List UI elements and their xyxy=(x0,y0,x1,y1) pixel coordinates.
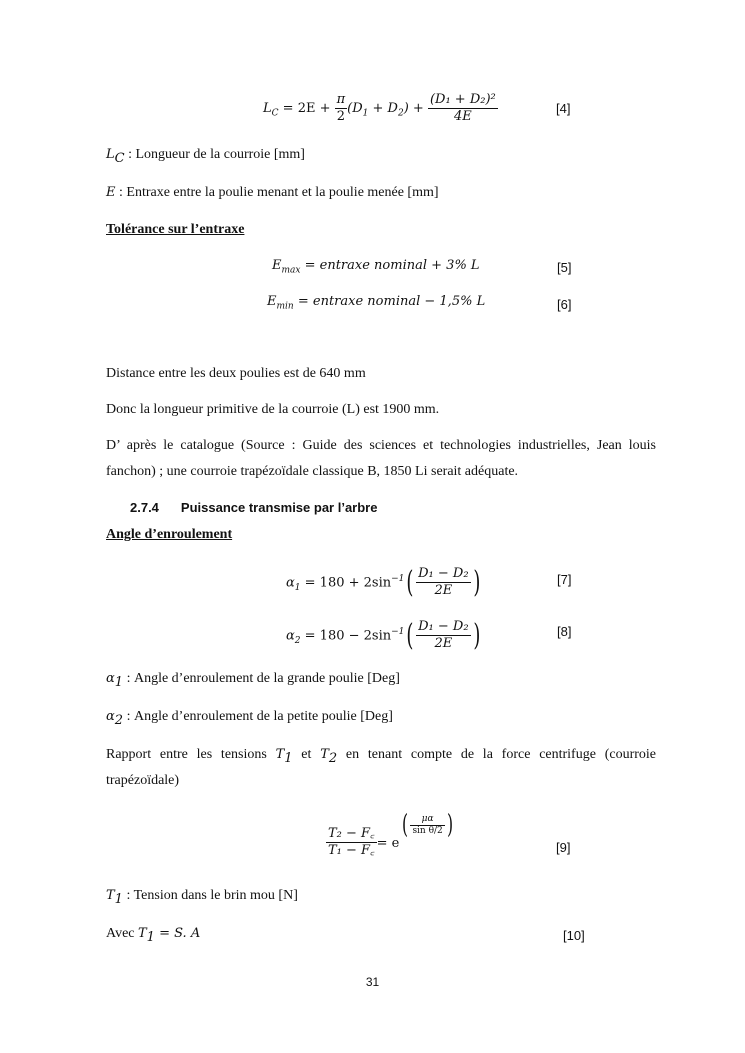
eq4-pi: π xyxy=(336,92,346,107)
alpha1-symbol: α xyxy=(106,671,115,686)
eq4-denominator: 4E xyxy=(453,109,472,124)
eq9-fraction xyxy=(326,826,377,859)
eq5-sub: max xyxy=(281,265,301,276)
alpha2-text: : Angle d’enroulement de la petite poulie [Deg] xyxy=(123,709,393,724)
rapport-t2: T xyxy=(320,747,329,762)
eq4-close: ) + xyxy=(403,101,428,116)
paragraph-distance: Distance entre les deux poulies est de 640 mm xyxy=(106,366,366,381)
alpha1-sub: 1 xyxy=(114,674,124,690)
equation-8-number: [8] xyxy=(557,624,572,639)
t1-text: : Tension dans le brin mou [N] xyxy=(122,888,298,903)
eq8-sup: −1 xyxy=(391,627,405,637)
equation-10-number: [10] xyxy=(563,928,585,943)
section-number: 2.7.4 xyxy=(130,500,159,515)
t1-symbol: T xyxy=(106,888,115,903)
rapport-text-c: en tenant compte de la force centrifuge (courroie xyxy=(337,747,657,762)
paragraph-rapport-line1 xyxy=(106,747,656,766)
heading-angle: Angle d’enroulement xyxy=(106,527,233,542)
lc-text: : Longueur de la courroie [mm] xyxy=(124,147,305,162)
eq7-rhs: = 180 + 2sin xyxy=(300,575,392,591)
paragraph-rapport-line2: trapézoïdale) xyxy=(106,773,180,788)
definition-alpha2 xyxy=(106,709,393,728)
eq7-left-paren: ( xyxy=(406,564,414,600)
alpha2-symbol: α xyxy=(106,709,115,724)
e-symbol: E xyxy=(106,185,116,200)
eq10-sub: 1 xyxy=(146,929,155,945)
eq9-denominator: T₁ − F꜀ xyxy=(328,843,375,858)
eq4-plus: + D xyxy=(368,101,398,116)
equation-9 xyxy=(326,812,455,868)
eq8-lhs: α xyxy=(286,628,295,644)
eq10-rhs: = S. A xyxy=(154,926,201,941)
eq4-pi-fraction xyxy=(335,92,348,125)
t1-sub: 1 xyxy=(114,891,123,907)
equation-5-number: [5] xyxy=(557,260,572,275)
eq9-numerator: T₂ − F꜀ xyxy=(328,826,375,841)
equation-10 xyxy=(106,926,200,945)
equation-6-number: [6] xyxy=(557,297,572,312)
definition-lc xyxy=(106,147,305,166)
eq4-d1-sub: 1 xyxy=(362,108,369,119)
equation-7 xyxy=(286,560,482,598)
equation-8 xyxy=(286,613,482,651)
eq8-right-paren: ) xyxy=(472,617,480,653)
eq5-lhs: E xyxy=(272,258,282,273)
eq4-lhs: L xyxy=(263,101,272,116)
eq7-right-paren: ) xyxy=(472,564,480,600)
eq9-exp-fraction xyxy=(410,814,444,837)
paragraph-longueur: Donc la longueur primitive de la courroie (L) est 1900 mm. xyxy=(106,402,440,417)
equation-5 xyxy=(272,258,480,276)
paragraph-catalogue-line2: fanchon) ; une courroie trapézoïdale classique B, 1850 Li serait adéquate. xyxy=(106,464,519,479)
definition-alpha1 xyxy=(106,671,400,690)
page-number: 31 xyxy=(365,975,380,989)
eq7-numerator: D₁ − D₂ xyxy=(418,566,469,582)
equation-9-number: [9] xyxy=(556,840,571,855)
eq4-lhs-sub: C xyxy=(271,108,279,119)
rapport-text-a: Rapport entre les tensions xyxy=(106,747,276,762)
eq8-left-paren: ( xyxy=(406,617,414,653)
eq8-denominator: 2E xyxy=(434,636,453,652)
alpha1-text: : Angle d’enroulement de la grande poulie [Deg] xyxy=(123,671,400,686)
eq4-d2-sub: 2 xyxy=(397,108,404,119)
eq8-sub: 2 xyxy=(294,635,301,646)
eq6-rhs: = entraxe nominal − 1,5% L xyxy=(293,294,486,309)
eq8-numerator: D₁ − D₂ xyxy=(418,619,469,635)
lc-symbol-sub: C xyxy=(114,150,125,166)
eq7-sup: −1 xyxy=(391,574,405,584)
eq4-numerator: (D₁ + D₂)² xyxy=(429,92,496,107)
heading-tolerance: Tolérance sur l’entraxe xyxy=(106,222,245,237)
eq5-rhs: = entraxe nominal + 3% L xyxy=(300,258,480,273)
eq4-part1: = 2E + xyxy=(278,101,335,116)
rapport-text-b: et xyxy=(292,747,321,762)
eq6-lhs: E xyxy=(267,294,277,309)
eq4-two: 2 xyxy=(336,109,346,124)
eq9-exponent xyxy=(400,812,455,838)
definition-e xyxy=(106,185,439,201)
equation-4-number: [4] xyxy=(556,101,571,116)
rapport-t1-sub: 1 xyxy=(284,750,293,766)
eq7-fraction xyxy=(416,566,470,599)
eq4-fraction xyxy=(428,92,498,125)
eq9-equals-e: = e xyxy=(376,836,400,851)
equation-7-number: [7] xyxy=(557,572,572,587)
definition-t1 xyxy=(106,888,298,907)
paragraph-catalogue-line1: D’ après le catalogue (Source : Guide des sciences et technologies industrielles, Jean louis xyxy=(106,438,656,453)
eq6-sub: min xyxy=(276,301,294,312)
lc-symbol: L xyxy=(106,147,115,162)
section-title: Puissance transmise par l’arbre xyxy=(180,500,378,515)
e-text: : Entraxe entre la poulie menant et la poulie menée [mm] xyxy=(115,185,439,200)
eq8-fraction xyxy=(416,619,470,652)
eq7-denominator: 2E xyxy=(434,583,453,599)
rapport-t1: T xyxy=(275,747,285,762)
eq10-prefix: Avec xyxy=(106,926,138,941)
eq10-lhs: T xyxy=(138,926,147,941)
eq9-exp-denominator: sin θ/2 xyxy=(412,825,443,836)
eq9-exp-numerator: μα xyxy=(410,814,444,826)
section-heading xyxy=(130,500,377,515)
eq9-exp-right-paren: ) xyxy=(446,810,453,840)
rapport-t2-sub: 2 xyxy=(328,750,338,766)
eq4-part2: (D xyxy=(347,101,363,116)
alpha2-sub: 2 xyxy=(114,712,124,728)
equation-6 xyxy=(267,294,485,312)
eq7-sub: 1 xyxy=(294,582,301,593)
eq7-lhs: α xyxy=(286,575,295,591)
equation-4 xyxy=(263,88,498,130)
eq8-rhs: = 180 − 2sin xyxy=(300,628,392,644)
eq9-exp-left-paren: ( xyxy=(402,810,409,840)
